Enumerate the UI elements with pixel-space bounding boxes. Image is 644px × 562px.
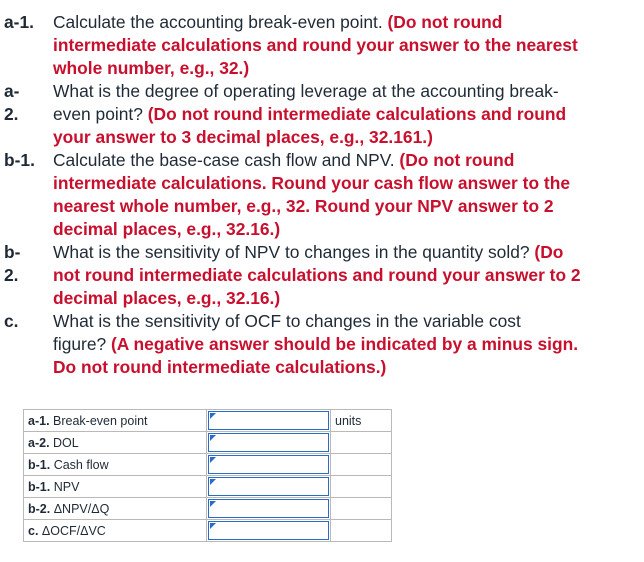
answer-table: [23, 409, 392, 542]
question-line: [53, 287, 280, 310]
answer-label: b-1. Cash flow: [24, 454, 207, 476]
question-line: [53, 218, 280, 241]
question-text-segment: What is the sensitivity of OCF to changes in the variable cost: [53, 311, 521, 331]
instruction-text: (Do: [534, 242, 564, 262]
answer-row: [24, 454, 392, 476]
question-text-segment: What is the degree of operating leverage at the accounting break-: [53, 81, 559, 101]
question-number: b-: [4, 242, 21, 262]
instruction-text: (Do not round: [387, 12, 503, 32]
answer-label: b-2. ΔNPV/ΔQ: [24, 498, 207, 520]
question-line: [53, 57, 249, 80]
question-line: [53, 103, 566, 126]
question-line: [53, 264, 581, 287]
answer-label: a-2. DOL: [24, 432, 207, 454]
question-number: c.: [4, 311, 19, 331]
answer-label: a-1. Break-even point: [24, 410, 207, 432]
question-line: [53, 80, 559, 103]
instruction-text: nearest whole number, e.g., 32. Round your NPV answer to 2: [53, 196, 554, 216]
unit-label: units: [331, 410, 392, 432]
question-line: [53, 241, 563, 264]
question-number: a-1.: [4, 12, 34, 32]
input-marker-icon: [210, 501, 216, 507]
instruction-text: (Do not round intermediate calculations and round: [147, 104, 567, 124]
input-marker-icon: [210, 523, 216, 529]
answer-row: [24, 410, 392, 432]
input-marker-icon: [210, 457, 216, 463]
input-marker-icon: [210, 435, 216, 441]
answer-input-cell: [207, 498, 331, 520]
question-line: [53, 11, 502, 34]
unit-label: [331, 520, 392, 542]
answer-input[interactable]: [208, 477, 329, 496]
answer-input[interactable]: [208, 499, 329, 518]
instruction-text: Do not round intermediate calculations.): [53, 357, 387, 377]
question-line: [53, 310, 521, 333]
instruction-text: intermediate calculations and round your answer to the nearest: [53, 35, 578, 55]
instruction-text: whole number, e.g., 32.): [53, 58, 250, 78]
answer-input-cell: [207, 410, 331, 432]
question-line: [53, 333, 578, 356]
answer-row: [24, 520, 392, 542]
instruction-text: decimal places, e.g., 32.16.): [53, 288, 281, 308]
answer-input[interactable]: [208, 411, 329, 430]
question-text-segment: Calculate the base-case cash flow and NPV.: [53, 150, 400, 170]
instruction-text: not round intermediate calculations and round your answer to 2: [53, 265, 581, 285]
instruction-text: (A negative answer should be indicated by a minus sign.: [111, 334, 579, 354]
question-text-segment: even point?: [53, 104, 148, 124]
question-text-segment: What is the sensitivity of NPV to changes in the quantity sold?: [53, 242, 535, 262]
question-line: [53, 34, 578, 57]
question-text-segment: figure?: [53, 334, 112, 354]
answer-row: [24, 432, 392, 454]
unit-label: [331, 498, 392, 520]
answer-input[interactable]: [208, 521, 329, 540]
input-marker-icon: [210, 413, 216, 419]
answer-input[interactable]: [208, 433, 329, 452]
question-number: a-: [4, 81, 20, 101]
unit-label: [331, 432, 392, 454]
question-line: [53, 149, 514, 172]
answer-label: c. ΔOCF/ΔVC: [24, 520, 207, 542]
input-marker-icon: [210, 479, 216, 485]
question-line: [53, 126, 433, 149]
question-number: b-1.: [4, 150, 35, 170]
answer-input-cell: [207, 476, 331, 498]
answer-input-cell: [207, 432, 331, 454]
instruction-text: (Do not round: [399, 150, 515, 170]
instruction-text: decimal places, e.g., 32.16.): [53, 219, 281, 239]
unit-label: [331, 454, 392, 476]
question-number-cont: 2.: [4, 104, 19, 124]
question-line: [53, 172, 570, 195]
question-line: [53, 195, 554, 218]
answer-row: [24, 476, 392, 498]
answer-input[interactable]: [208, 455, 329, 474]
answer-row: [24, 498, 392, 520]
answer-input-cell: [207, 454, 331, 476]
question-line: [53, 356, 386, 379]
instruction-text: intermediate calculations. Round your cash flow answer to the: [53, 173, 570, 193]
unit-label: [331, 476, 392, 498]
instruction-text: your answer to 3 decimal places, e.g., 32.161.): [53, 127, 433, 147]
answer-input-cell: [207, 520, 331, 542]
question-number-cont: 2.: [4, 265, 19, 285]
answer-label: b-1. NPV: [24, 476, 207, 498]
question-text-segment: Calculate the accounting break-even point.: [53, 12, 388, 32]
